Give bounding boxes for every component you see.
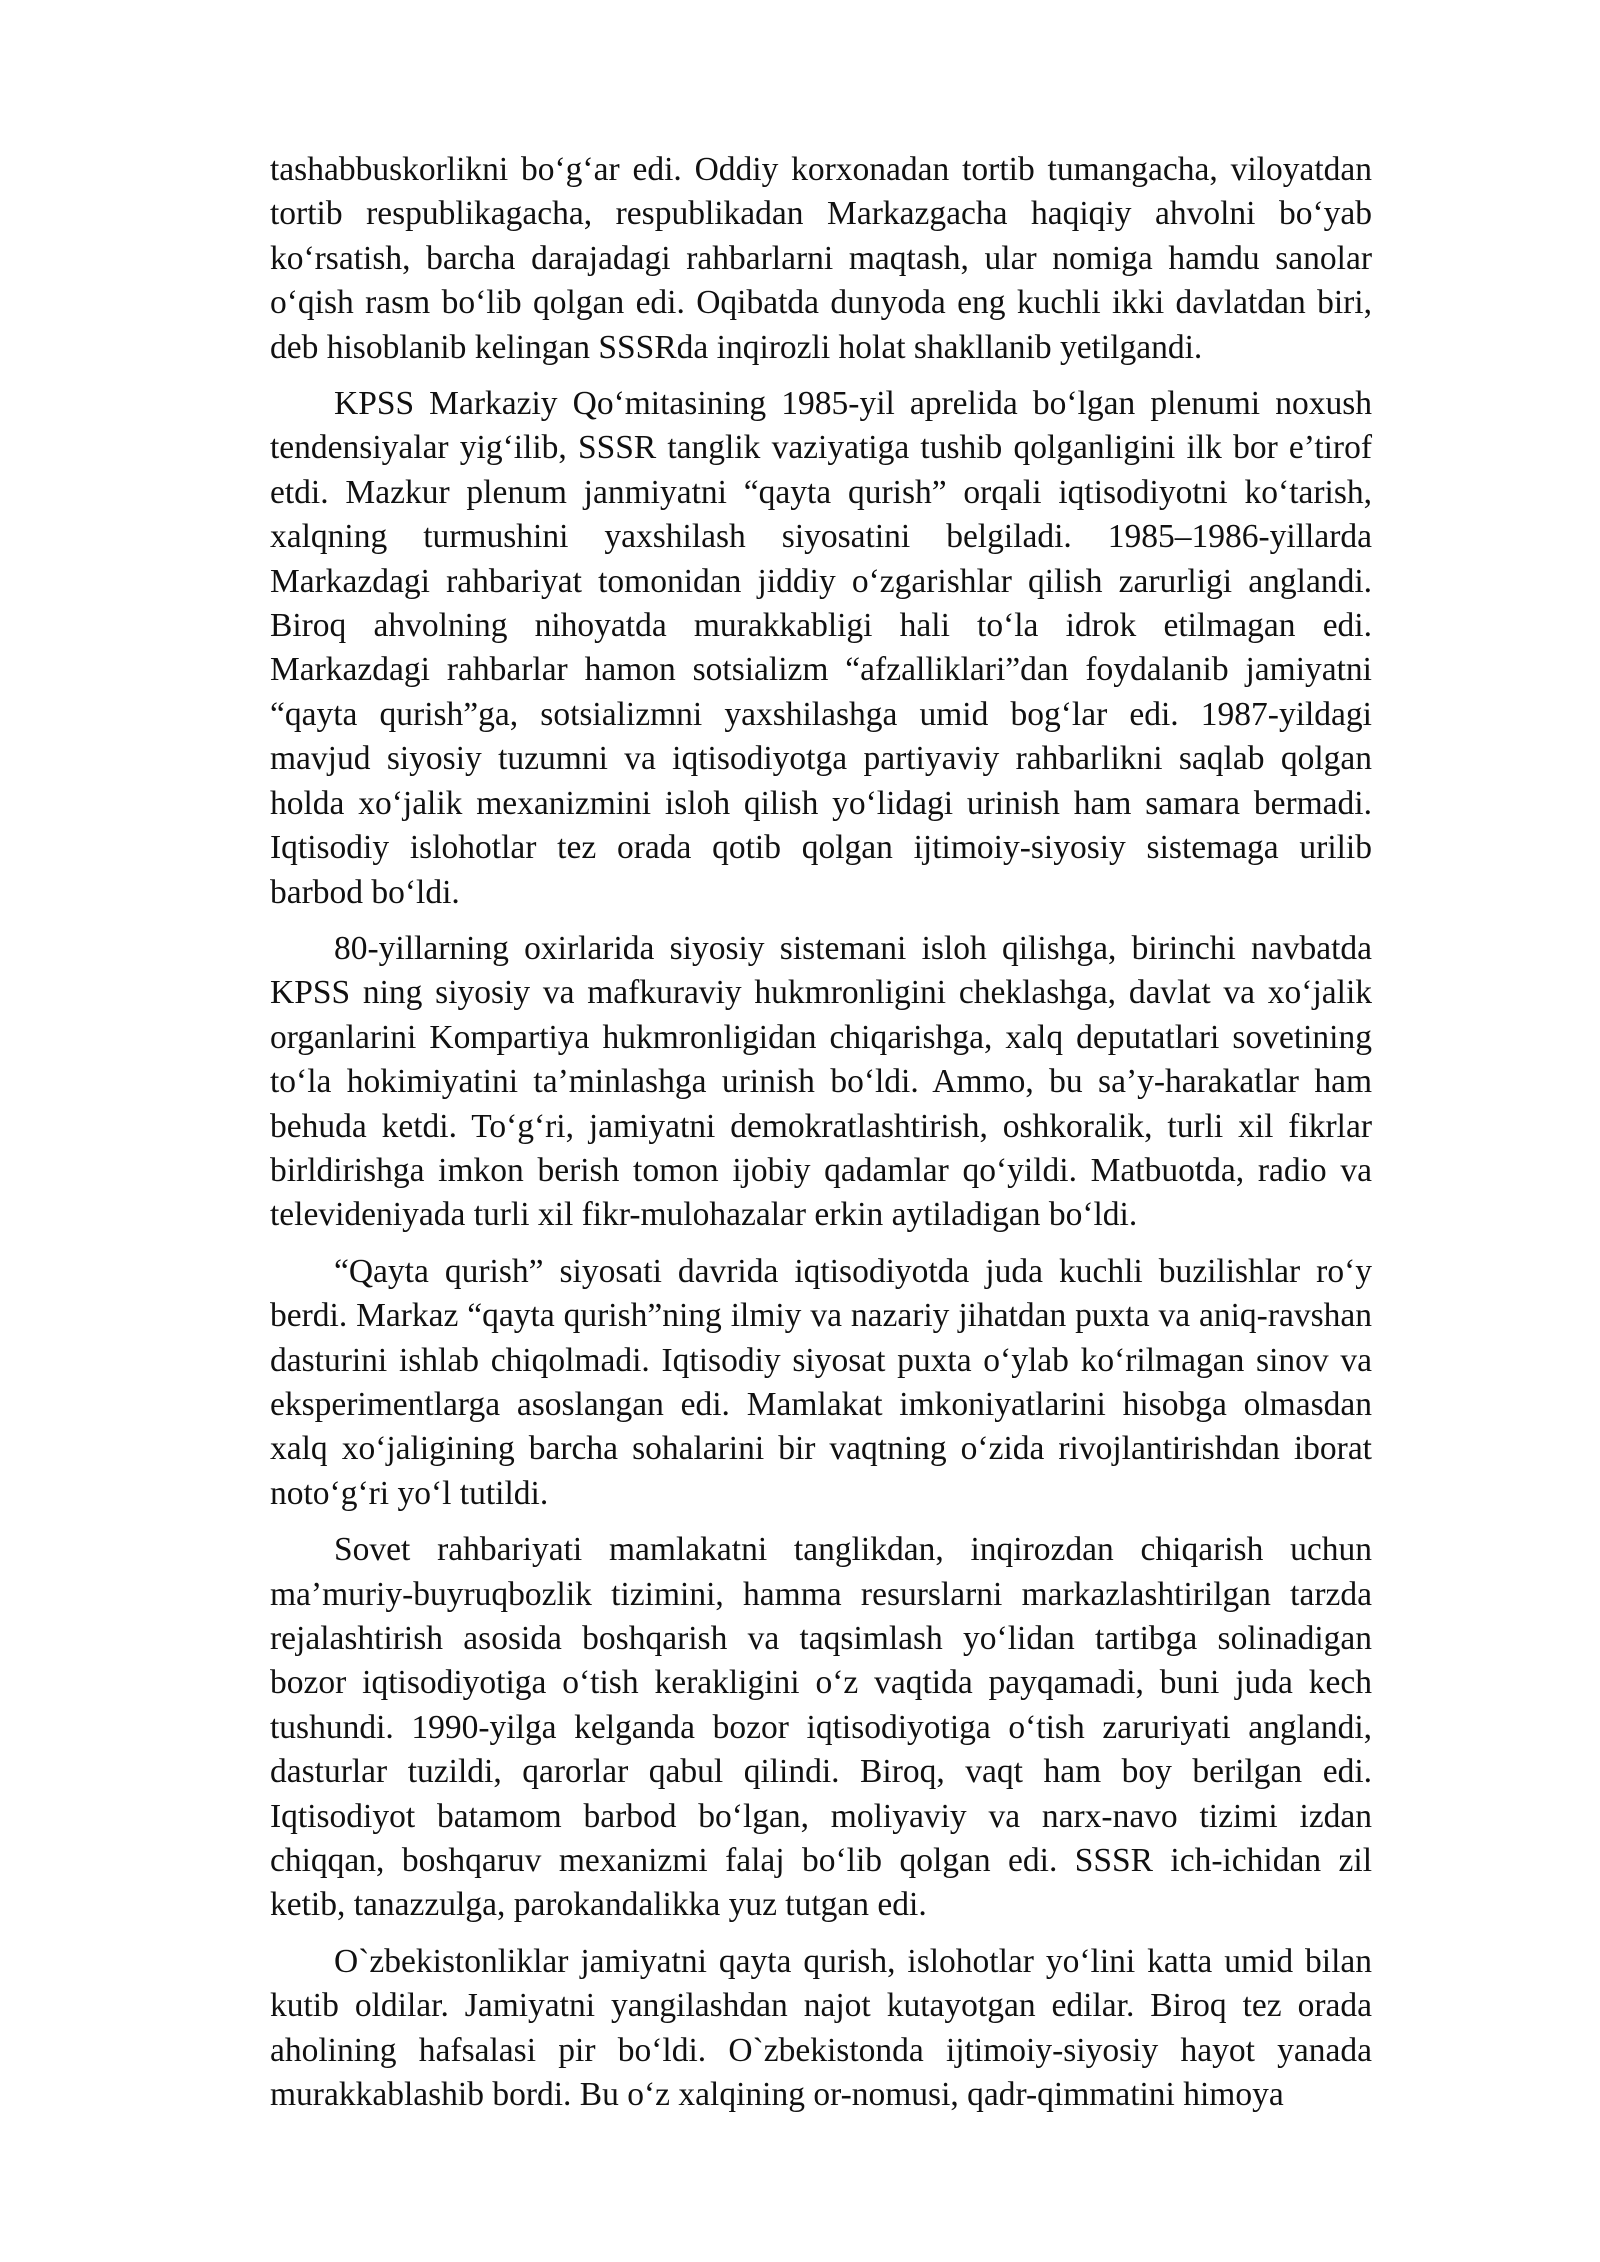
paragraph-6: O`zbekistonliklar jamiyatni qayta qurish, islohotlar yo‘lini katta umid bilan kutib oldilar. Jamiyatni yangilashdan najot kutayotgan edilar. Biroq tez orada aholining hafsalasi pir bo‘ldi. O`zbekistonda ijtimoiy-siyosiy hayot yanada murakkablashib bordi. Bu o‘z xalqining or-nomusi, qadr-qimmatini himoya [270, 1942, 1372, 2114]
paragraph-3: 80-yillarning oxirlarida siyosiy sistemani isloh qilishga, birinchi navbatda KPSS ning siyosiy va mafkuraviy hukmronligini cheklashga, davlat va xo‘jalik organlarini Kompartiya hukmronligidan chiqarishga, xalq deputatlari sovetining to‘la hokimiyatini ta’minlashga urinish bo‘ldi. Ammo, bu sa’y-harakatlar ham behuda ketdi. To‘g‘ri, jamiyatni demokratlashtirish, oshkoralik, turli xil fikrlar birldirishga imkon berish tomon ijobiy qadamlar qo‘yildi. Matbuotda, radio va televideniyada turli xil fikr-mulohazalar erkin aytiladigan bo‘ldi. [270, 929, 1372, 1234]
document-page [270, 148, 1372, 2129]
paragraph-2: KPSS Markaziy Qo‘mitasining 1985-yil aprelida bo‘lgan plenumi noxush tendensiyalar yig‘ilib, SSSR tanglik vaziyatiga tushib qolganligini ilk bor e’tirof etdi. Mazkur plenum janmiyatni “qayta qurish” orqali iqtisodiyotni ko‘tarish, xalqning turmushini yaxshilash siyosatini belgiladi. 1985–1986-yillarda Markazdagi rahbariyat tomonidan jiddiy o‘zgarishlar qilish zarurligi anglandi. Biroq ahvolning nihoyatda murakkabligi hali to‘la idrok etilmagan edi. Markazdagi rahbarlar hamon sotsializm “afzalliklari”dan foydalanib jamiyatni “qayta qurish”ga, sotsializmni yaxshilashga umid bog‘lar edi. 1987-yildagi mavjud siyosiy tuzumni va iqtisodiyotga partiyaviy rahbarlikni saqlab qolgan holda xo‘jalik mexanizmini isloh qilish yo‘lidagi urinish ham samara bermadi. Iqtisodiy islohotlar tez orada qotib qolgan ijtimoiy-siyosiy sistemaga urilib barbod bo‘ldi. [270, 385, 1372, 911]
paragraph-5: Sovet rahbariyati mamlakatni tanglikdan, inqirozdan chiqarish uchun ma’muriy-buyruqbozlik tizimini, hamma resurslarni markazlashtirilgan tarzda rejalashtirish asosida boshqarish va taqsimlash yo‘lidan tartibga solinadigan bozor iqtisodiyotiga o‘tish kerakligini o‘z vaqtida payqamadi, buni juda kech tushundi. 1990-yilga kelganda bozor iqtisodiyotiga o‘tish zaruriyati anglandi, dasturlar tuzildi, qarorlar qabul qilindi. Biroq, vaqt ham boy berilgan edi. Iqtisodiyot batamom barbod bo‘lgan, moliyaviy va narx-navo tizimi izdan chiqqan, boshqaruv mexanizmi falaj bo‘lib qolgan edi. SSSR ich-ichidan zil ketib, tanazzulga, parokandalikka yuz tutgan edi. [270, 1531, 1372, 1924]
paragraph-1: tashabbuskorlikni bo‘g‘ar edi. Oddiy korxonadan tortib tumangacha, viloyatdan tortib respublikagacha, respublikadan Markazgacha haqiqiy ahvolni bo‘yab ko‘rsatish, barcha darajadagi rahbarlarni maqtash, ular nomiga hamdu sanolar o‘qish rasm bo‘lib qolgan edi. Oqibatda dunyoda eng kuchli ikki davlatdan biri, deb hisoblanib kelingan SSSRda inqirozli holat shakllanib yetilgandi. [270, 151, 1372, 366]
paragraph-4: “Qayta qurish” siyosati davrida iqtisodiyotda juda kuchli buzilishlar ro‘y berdi. Markaz “qayta qurish”ning ilmiy va nazariy jihatdan puxta va aniq-ravshan dasturini ishlab chiqolmadi. Iqtisodiy siyosat puxta o‘ylab ko‘rilmagan sinov va eksperimentlarga asoslangan edi. Mamlakat imkoniyatlarini hisobga olmasdan xalq xo‘jaligining barcha sohalarini bir vaqtning o‘zida rivojlantirishdan iborat noto‘g‘ri yo‘l tutildi. [270, 1252, 1372, 1512]
